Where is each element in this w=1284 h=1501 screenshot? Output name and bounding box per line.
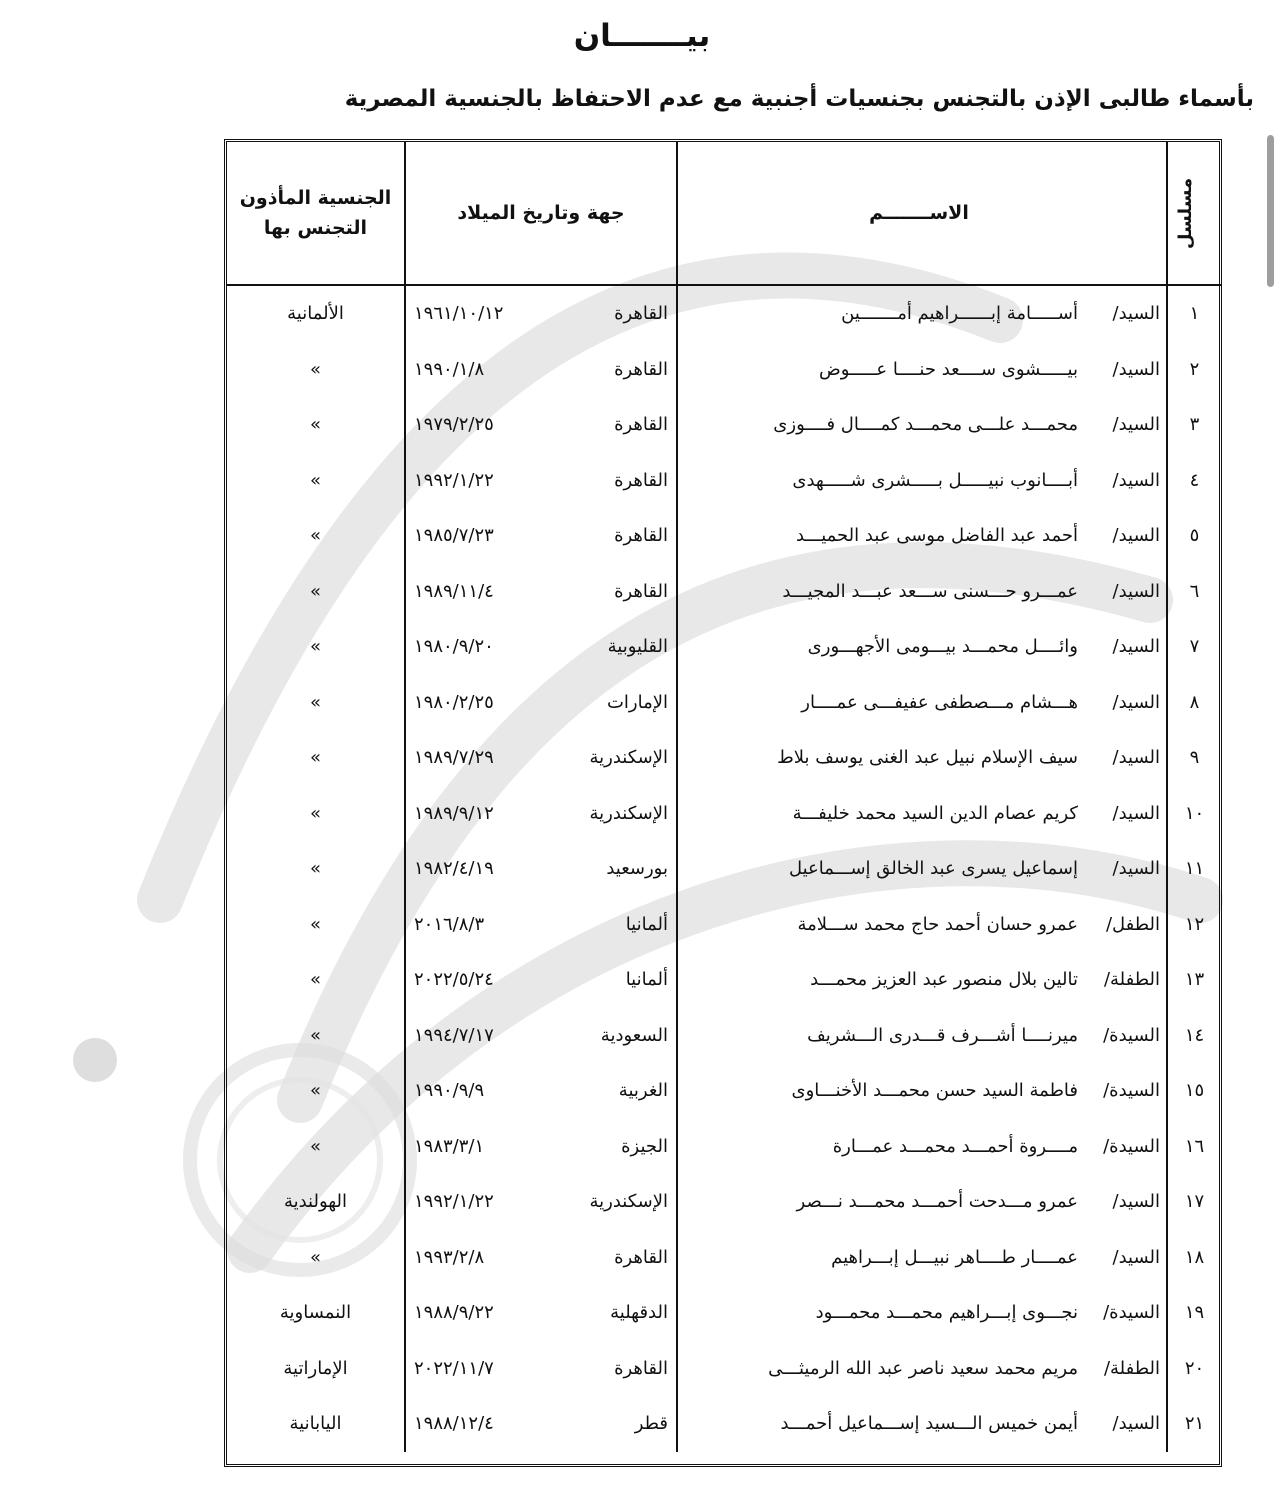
serial-cell: ١ [1167,285,1221,342]
nationality-cell: » [309,802,321,824]
birth-date: ١٩٩٠/١/٨ [414,358,485,380]
person-name: فاطمة السيد حسن محمـــد الأخنـــاوى [791,1080,1078,1102]
birth-date: ١٩٨٠/٩/٢٠ [414,636,494,658]
name-cell [677,675,1167,731]
birth-cell [405,1008,677,1064]
nationality-cell: » [309,580,321,602]
person-name: أســـــامة إبــــــراهيم أمـــــــين [841,303,1078,325]
birth-place: الغربية [618,1080,668,1102]
birth-place: الإسكندرية [589,802,668,824]
nationality-cell: » [309,414,321,436]
name-cell [677,786,1167,842]
serial-cell: ٩ [1167,730,1221,786]
serial-cell: ٧ [1167,619,1221,675]
table-row [227,453,1221,509]
name-cell [677,730,1167,786]
birth-date: ١٩٩٣/٢/٨ [414,1246,485,1268]
name-cell [677,453,1167,509]
birth-date: ١٩٩٢/١/٢٢ [414,1191,494,1213]
serial-cell: ٣ [1167,397,1221,453]
person-name: أيمن خميس الـــسيد إســـماعيل أحمـــد [780,1413,1078,1435]
birth-date: ٢٠٢٢/١١/٧ [414,1357,494,1379]
birth-cell [405,1396,677,1452]
person-name: عمرو حسان أحمد حاج محمد ســـلامة [797,913,1078,935]
birth-place: الإمارات [606,691,668,713]
birth-place: السعودية [600,1024,668,1046]
birth-date: ١٩٨٩/٧/٢٩ [414,747,494,769]
table-row [227,564,1221,620]
serial-cell: ١٢ [1167,897,1221,953]
birth-cell [405,1341,677,1397]
person-title: السيد/ [1112,858,1160,880]
person-name: عمـــرو حـــسنى ســـعد عبـــد المجيـــد [782,580,1078,602]
person-title: السيد/ [1112,525,1160,547]
table-row [227,1396,1221,1452]
birth-cell [405,1119,677,1175]
nationality-cell: » [309,747,321,769]
birth-date: ١٩٧٩/٢/٢٥ [414,414,494,436]
name-cell [677,564,1167,620]
table-header-row [227,142,1221,285]
name-cell [677,1396,1167,1452]
name-cell [677,897,1167,953]
person-name: نجـــوى إبـــراهيم محمـــد محمـــود [815,1302,1078,1324]
serial-cell: ١٩ [1167,1285,1221,1341]
person-title: السيد/ [1112,303,1160,325]
birth-place: بورسعيد [606,858,668,880]
name-cell [677,952,1167,1008]
serial-cell: ١٤ [1167,1008,1221,1064]
person-name: مريم محمد سعيد ناصر عبد الله الرميثـــى [768,1357,1078,1379]
birth-cell [405,397,677,453]
name-cell [677,1063,1167,1119]
birth-cell [405,730,677,786]
person-title: السيد/ [1112,358,1160,380]
name-cell [677,1119,1167,1175]
person-title: السيد/ [1112,414,1160,436]
birth-cell [405,342,677,398]
table-row [227,786,1221,842]
person-title: السيدة/ [1103,1024,1160,1046]
person-name: أبــــانوب نبيـــــل بـــــشرى شـــــهدى [792,469,1078,491]
birth-date: ٢٠١٦/٨/٣ [414,913,485,935]
serial-cell: ١٦ [1167,1119,1221,1175]
birth-cell [405,285,677,342]
birth-date: ١٩٨٢/٤/١٩ [414,858,494,880]
person-title: السيد/ [1112,1191,1160,1213]
person-title: السيدة/ [1103,1135,1160,1157]
birth-place: القاهرة [614,580,668,602]
nationality-cell: » [309,691,321,713]
person-name: بيـــــشوى ســــعد حنــــا عـــــوض [818,358,1078,380]
birth-place: الجيزة [621,1135,668,1157]
person-name: كريم عصام الدين السيد محمد خليفـــة [792,802,1078,824]
birth-cell [405,564,677,620]
birth-cell [405,1063,677,1119]
table-row [227,952,1221,1008]
birth-date: ١٩٨٩/١١/٤ [414,580,494,602]
name-cell [677,1230,1167,1286]
birth-date: ١٩٦١/١٠/١٢ [414,303,504,325]
person-name: ميرنــــا أشـــرف قـــدرى الـــشريف [807,1024,1078,1046]
name-cell [677,619,1167,675]
birth-place: ألمانيا [625,969,668,991]
nationality-cell: » [309,1024,321,1046]
birth-place: القاهرة [614,525,668,547]
table-row [227,1341,1221,1397]
birth-place: القليوبية [607,636,668,658]
serial-header: مسلسل [1167,142,1221,285]
nationality-cell: » [309,913,321,935]
table-row [227,730,1221,786]
serial-cell: ٨ [1167,675,1221,731]
names-table [227,142,1221,1452]
birth-date: ١٩٩٢/١/٢٢ [414,469,494,491]
birth-place: القاهرة [614,1246,668,1268]
person-title: السيد/ [1112,802,1160,824]
birth-place: القاهرة [614,1357,668,1379]
name-cell [677,285,1167,342]
table-row [227,1174,1221,1230]
birth-date: ١٩٩٤/٧/١٧ [414,1024,494,1046]
person-name: أحمد عبد الفاضل موسى عبد الحميـــد [795,525,1078,547]
person-name: هـــشام مـــصطفى عفيفـــى عمــــار [801,691,1078,713]
nationality-cell: » [309,858,321,880]
nationality-cell: اليابانية [289,1413,342,1435]
name-cell [677,1174,1167,1230]
birth-place: الإسكندرية [589,1191,668,1213]
serial-cell: ٦ [1167,564,1221,620]
birth-cell [405,508,677,564]
person-title: الطفلة/ [1103,1357,1160,1379]
birth-date: ١٩٨٥/٧/٢٣ [414,525,494,547]
nationality-cell: » [309,1135,321,1157]
table-row [227,397,1221,453]
name-cell [677,397,1167,453]
serial-cell: ٥ [1167,508,1221,564]
birth-place: الدقهلية [610,1302,668,1324]
birth-date: ١٩٨٠/٢/٢٥ [414,691,494,713]
serial-cell: ١٨ [1167,1230,1221,1286]
person-title: السيد/ [1112,469,1160,491]
birth-place: القاهرة [614,303,668,325]
person-name: تالين بلال منصور عبد العزيز محمـــد [810,969,1078,991]
serial-cell: ٤ [1167,453,1221,509]
birth-place: القاهرة [614,358,668,380]
name-cell [677,1285,1167,1341]
table-row [227,1063,1221,1119]
table-row [227,619,1221,675]
nationality-header: الجنسية المأذون التجنس بها [227,142,405,285]
name-cell [677,508,1167,564]
person-name: عمرو مـــدحت أحمـــد محمـــد نـــصر [796,1191,1078,1213]
birth-place: ألمانيا [625,913,668,935]
birth-cell [405,841,677,897]
table-row [227,1008,1221,1064]
birth-header: جهة وتاريخ الميلاد [405,142,677,285]
person-title: السيد/ [1112,1413,1160,1435]
person-title: السيدة/ [1103,1302,1160,1324]
person-title: السيد/ [1112,691,1160,713]
nationality-cell: الهولندية [283,1191,348,1213]
nationality-cell: الإماراتية [283,1357,348,1379]
name-cell [677,1341,1167,1397]
birth-place: الإسكندرية [589,747,668,769]
person-name: سيف الإسلام نبيل عبد الغنى يوسف بلاط [777,747,1078,769]
birth-date: ٢٠٢٢/٥/٢٤ [414,969,494,991]
nationality-cell: » [309,636,321,658]
nationality-cell: » [309,469,321,491]
nationality-cell: » [309,969,321,991]
person-name: محمـــد علـــى محمـــد كمــــال فــــوزى [773,414,1078,436]
table-row [227,675,1221,731]
birth-cell [405,619,677,675]
scrollbar-thumb[interactable] [1267,135,1274,287]
nationality-cell: النمساوية [279,1302,352,1324]
serial-cell: ٢ [1167,342,1221,398]
serial-cell: ١٣ [1167,952,1221,1008]
birth-date: ١٩٩٠/٩/٩ [414,1080,485,1102]
nationality-cell: » [309,1246,321,1268]
birth-cell [405,453,677,509]
birth-date: ١٩٨٣/٣/١ [414,1135,485,1157]
serial-cell: ١٠ [1167,786,1221,842]
table-row [227,897,1221,953]
person-title: الطفلة/ [1103,969,1160,991]
birth-cell [405,1174,677,1230]
birth-cell [405,1230,677,1286]
table-row [227,1230,1221,1286]
person-title: الطفل/ [1105,913,1160,935]
birth-cell [405,786,677,842]
serial-cell: ١٧ [1167,1174,1221,1230]
person-name: مــــروة أحمـــد محمـــد عمـــارة [832,1135,1078,1157]
person-name: وائــــل محمـــد بيـــومى الأجهـــورى [807,636,1078,658]
table-row [227,285,1221,342]
person-title: السيد/ [1112,747,1160,769]
serial-cell: ١١ [1167,841,1221,897]
person-name: إسماعيل يسرى عبد الخالق إســـماعيل [788,858,1078,880]
person-title: السيد/ [1112,636,1160,658]
name-header: الاســـــــم [677,142,1167,285]
person-title: السيد/ [1112,580,1160,602]
birth-cell [405,1285,677,1341]
name-cell [677,1008,1167,1064]
birth-place: قطر [634,1413,668,1435]
name-cell [677,841,1167,897]
nationality-cell: » [309,1080,321,1102]
table-row [227,841,1221,897]
nationality-cell: » [309,358,321,380]
birth-date: ١٩٨٨/٩/٢٢ [414,1302,494,1324]
person-title: السيد/ [1112,1246,1160,1268]
person-title: السيدة/ [1103,1080,1160,1102]
serial-cell: ١٥ [1167,1063,1221,1119]
serial-cell: ٢١ [1167,1396,1221,1452]
name-cell [677,342,1167,398]
serial-cell: ٢٠ [1167,1341,1221,1397]
birth-place: القاهرة [614,414,668,436]
birth-date: ١٩٨٨/١٢/٤ [414,1413,494,1435]
birth-cell [405,897,677,953]
table-row [227,1119,1221,1175]
nationality-cell: الألمانية [287,303,344,325]
table-row [227,1285,1221,1341]
birth-place: القاهرة [614,469,668,491]
birth-date: ١٩٨٩/٩/١٢ [414,802,494,824]
page-title: بيـــــــان [573,18,711,54]
birth-cell [405,675,677,731]
person-name: عمــــار طــــاهر نبيـــل إبـــراهيم [831,1246,1078,1268]
nationality-cell: » [309,525,321,547]
table-row [227,342,1221,398]
page-subtitle: بأسماء طالبى الإذن بالتجنس بجنسيات أجنبية مع عدم الاحتفاظ بالجنسية المصرية [344,86,1254,112]
birth-cell [405,952,677,1008]
table-row [227,508,1221,564]
